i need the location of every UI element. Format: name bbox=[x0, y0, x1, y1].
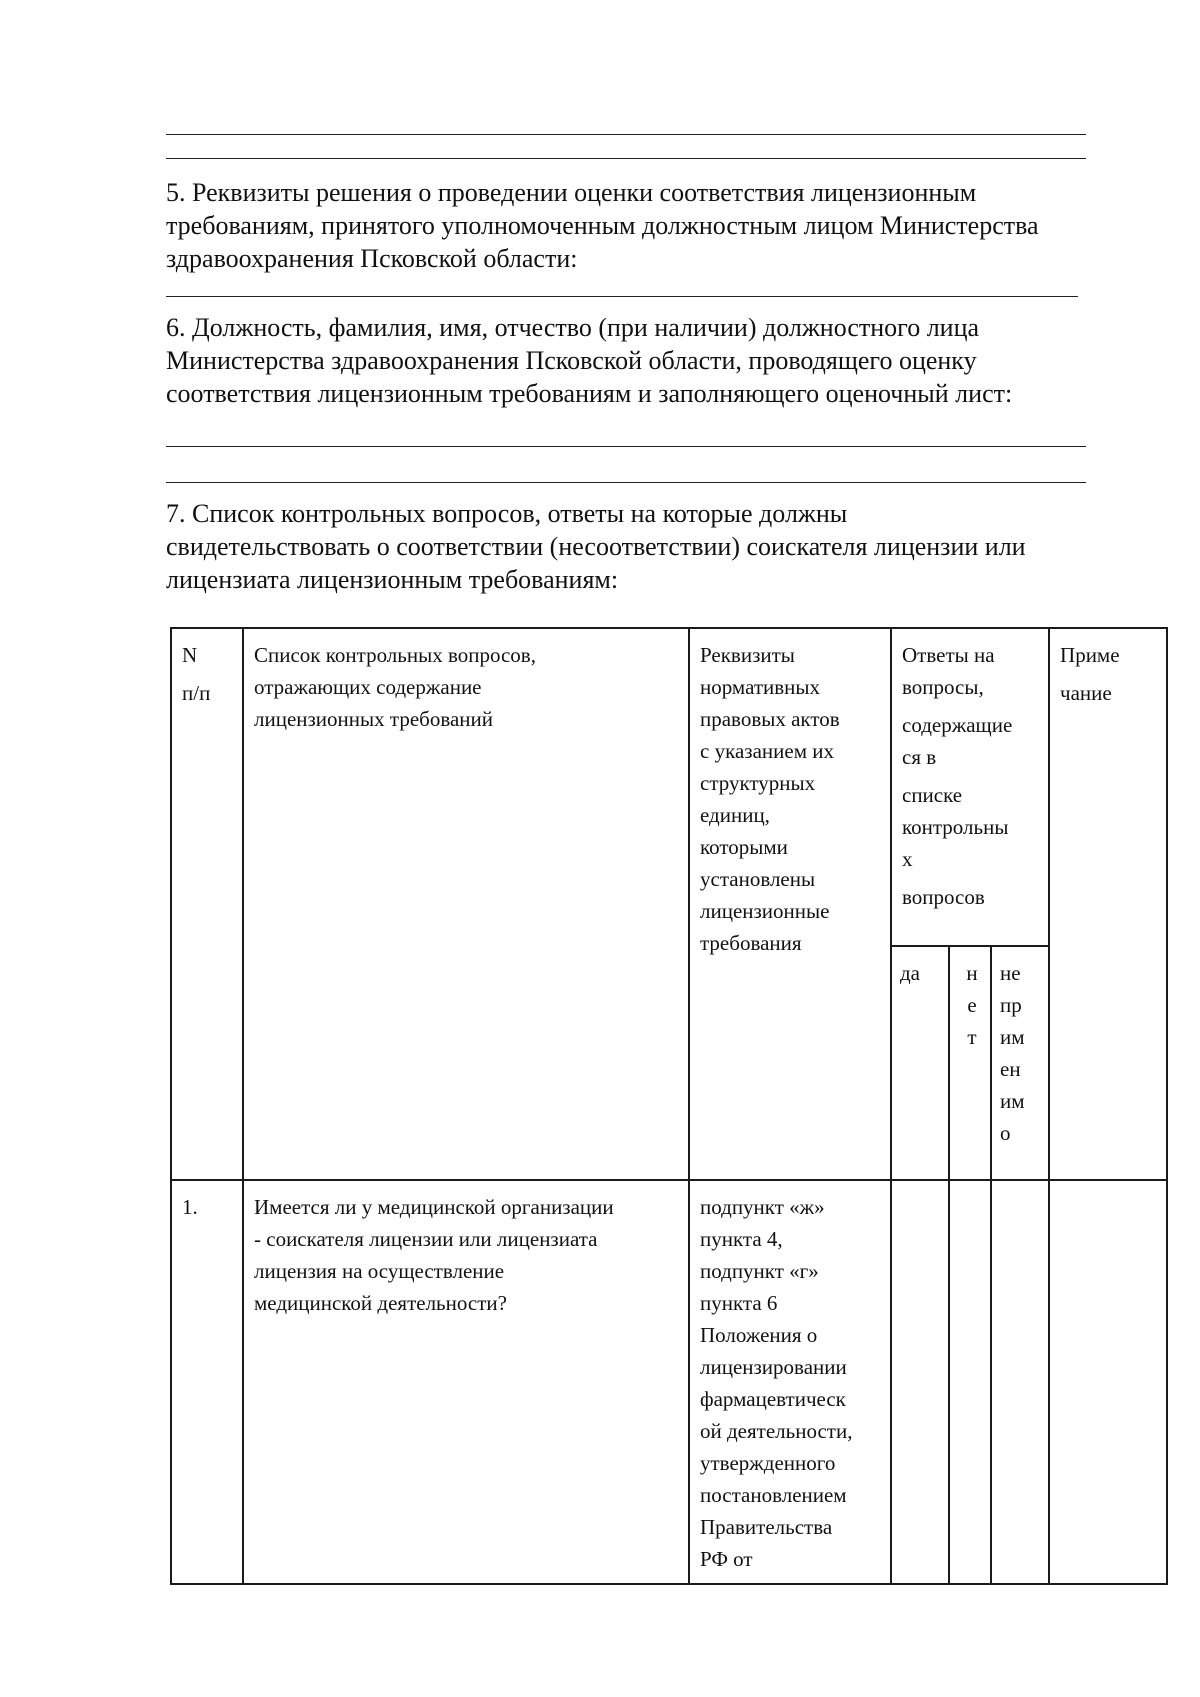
text-line: 6. Должность, фамилия, имя, отчество (при наличии) должностного лица bbox=[166, 313, 980, 342]
cell-text: Положения о bbox=[700, 1323, 818, 1347]
fill-line-section-6-2 bbox=[166, 482, 1086, 483]
header-text: лицензионные bbox=[700, 899, 830, 923]
checklist-table bbox=[170, 627, 1168, 1585]
header-text: отражающих содержание bbox=[254, 675, 482, 699]
cell-text: лицензировании bbox=[700, 1355, 847, 1379]
header-text: содержащие bbox=[902, 713, 1013, 737]
header-text: вопросов bbox=[902, 885, 985, 909]
header-text: н bbox=[966, 961, 978, 985]
header-text: не bbox=[1000, 961, 1021, 985]
row-note[interactable] bbox=[1049, 1180, 1167, 1584]
row-answer-no[interactable] bbox=[949, 1180, 991, 1584]
header-text: да bbox=[900, 961, 921, 985]
cell-text: 1. bbox=[182, 1195, 198, 1219]
header-text: ен bbox=[1000, 1057, 1021, 1081]
header-no bbox=[949, 946, 991, 1180]
header-questions bbox=[243, 628, 689, 1180]
cell-text: пункта 6 bbox=[700, 1291, 778, 1315]
cell-text: лицензия на осуществление bbox=[254, 1259, 505, 1283]
section-7-paragraph bbox=[166, 497, 1146, 596]
header-answers bbox=[891, 628, 1049, 946]
fill-line-top-2 bbox=[166, 158, 1086, 159]
row-question bbox=[243, 1180, 689, 1584]
cell-text: РФ от bbox=[700, 1547, 753, 1571]
header-text: е bbox=[967, 993, 977, 1017]
header-text: вопросы, bbox=[902, 675, 984, 699]
header-not-applicable bbox=[991, 946, 1049, 1180]
header-text: структурных bbox=[700, 771, 816, 795]
fill-line-section-5 bbox=[166, 296, 1078, 297]
row-answer-not-applicable[interactable] bbox=[991, 1180, 1049, 1584]
header-requisites bbox=[689, 628, 891, 1180]
cell-text: фармацевтическ bbox=[700, 1387, 846, 1411]
header-num bbox=[171, 628, 243, 1180]
header-text: о bbox=[1000, 1121, 1011, 1145]
header-text: им bbox=[1000, 1089, 1025, 1113]
fill-line-section-6-1 bbox=[166, 446, 1086, 447]
header-text: контрольны bbox=[902, 815, 1009, 839]
header-text: которыми bbox=[700, 835, 788, 859]
row-num bbox=[171, 1180, 243, 1584]
text-line: лицензиата лицензионным требованиям: bbox=[166, 565, 619, 594]
header-text: правовых актов bbox=[700, 707, 840, 731]
header-text: Приме bbox=[1060, 643, 1120, 667]
table-header-row bbox=[171, 628, 1167, 946]
text-line: соответствия лицензионным требованиям и заполняющего оценочный лист: bbox=[166, 379, 1013, 408]
header-text: нормативных bbox=[700, 675, 821, 699]
header-text: п/п bbox=[182, 681, 211, 705]
header-text: списке bbox=[902, 783, 963, 807]
cell-text: - соискателя лицензии или лицензиата bbox=[254, 1227, 598, 1251]
header-text: единиц, bbox=[700, 803, 770, 827]
cell-text: подпункт «г» bbox=[700, 1259, 819, 1283]
cell-text: ой деятельности, bbox=[700, 1419, 853, 1443]
section-6-paragraph bbox=[166, 311, 1146, 410]
cell-text: Правительства bbox=[700, 1515, 833, 1539]
header-text: установлены bbox=[700, 867, 816, 891]
header-text: лицензионных требований bbox=[254, 707, 493, 731]
header-text: N bbox=[182, 643, 198, 667]
fill-line-top-1 bbox=[166, 134, 1086, 135]
header-note bbox=[1049, 628, 1167, 1180]
text-line: свидетельствовать о соответствии (несоответствии) соискателя лицензии или bbox=[166, 532, 1026, 561]
cell-text: пункта 4, bbox=[700, 1227, 783, 1251]
cell-text: Имеется ли у медицинской организации bbox=[254, 1195, 614, 1219]
header-text: пр bbox=[1000, 993, 1022, 1017]
header-text: чание bbox=[1060, 681, 1112, 705]
cell-text: утвержденного bbox=[700, 1451, 836, 1475]
header-text: с указанием их bbox=[700, 739, 834, 763]
cell-text: медицинской деятельности? bbox=[254, 1291, 507, 1315]
section-5-paragraph bbox=[166, 176, 1146, 275]
text-line: требованиям, принятого уполномоченным должностным лицом Министерства bbox=[166, 211, 1039, 240]
header-yes bbox=[891, 946, 949, 1180]
table-row bbox=[171, 1180, 1167, 1584]
row-requisites bbox=[689, 1180, 891, 1584]
cell-text: подпункт «ж» bbox=[700, 1195, 825, 1219]
header-text: Реквизиты bbox=[700, 643, 795, 667]
header-text: х bbox=[902, 847, 913, 871]
text-line: 5. Реквизиты решения о проведении оценки соответствия лицензионным bbox=[166, 178, 977, 207]
row-answer-yes[interactable] bbox=[891, 1180, 949, 1584]
header-text: Ответы на bbox=[902, 643, 995, 667]
text-line: Министерства здравоохранения Псковской области, проводящего оценку bbox=[166, 346, 977, 375]
header-text: ся в bbox=[902, 745, 937, 769]
text-line: здравоохранения Псковской области: bbox=[166, 244, 578, 273]
header-text: им bbox=[1000, 1025, 1025, 1049]
cell-text: постановлением bbox=[700, 1483, 847, 1507]
header-text: Список контрольных вопросов, bbox=[254, 643, 536, 667]
header-text: требования bbox=[700, 931, 802, 955]
header-text: т bbox=[967, 1025, 977, 1049]
text-line: 7. Список контрольных вопросов, ответы на которые должны bbox=[166, 499, 848, 528]
